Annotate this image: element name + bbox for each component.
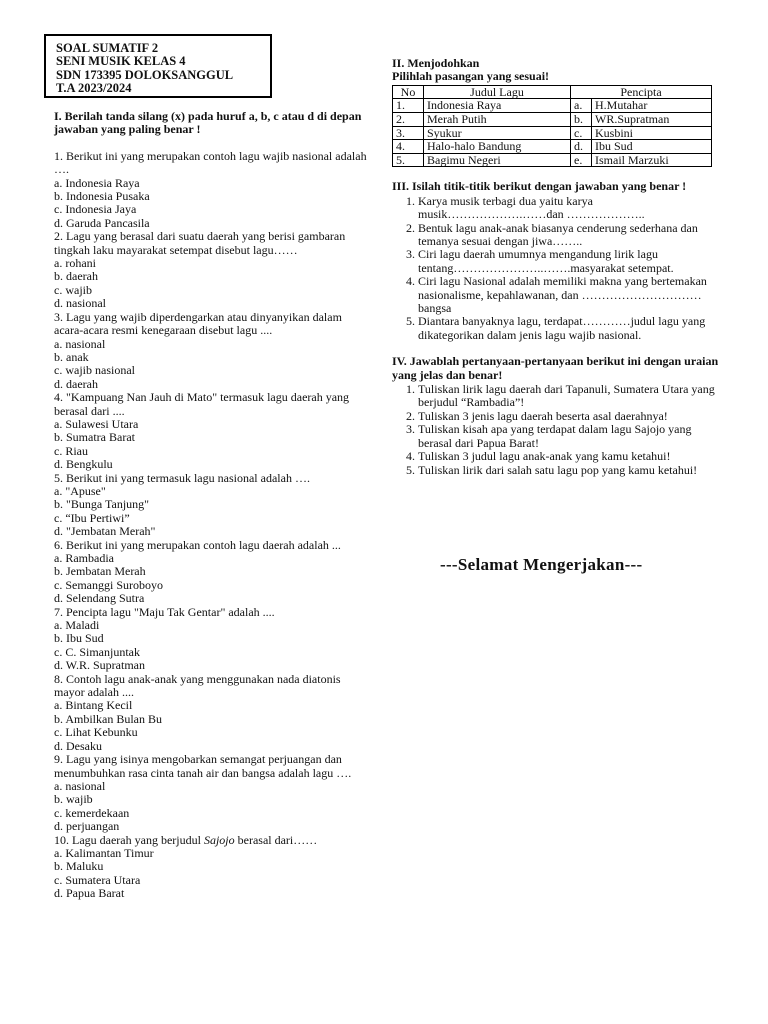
section-3-title: III. Isilah titik-titik berikut dengan jawaban yang benar !	[392, 179, 687, 194]
question-text: 5. Berikut ini yang termasuk lagu nasional adalah ….	[54, 470, 310, 485]
option-b: b. Sumatra Barat	[54, 430, 135, 445]
list-item: 2. Bentuk lagu anak-anak biasanya cenderung sederhana dan temanya sesuai dengan jiwa……..	[418, 222, 722, 249]
option-c: c. kemerdekaan	[54, 805, 130, 820]
option-d: d. Desaku	[54, 738, 102, 753]
question-text: 4. "Kampuang Nan Jauh di Mato" termasuk lagu daerah yang berasal dari ....	[54, 390, 350, 418]
composer-name: Ismail Marzuki	[592, 153, 712, 167]
option-c: c. Riau	[54, 443, 88, 458]
table-row	[393, 140, 712, 154]
section-2-title: II. Menjodohkan	[392, 56, 480, 70]
question-text: 2. Lagu yang berasal dari suatu daerah yang berisi gambaran tingkah laku mayarakat setempat disebut lagu……	[54, 229, 346, 257]
essay-question-list	[392, 383, 722, 477]
question-text	[54, 834, 372, 847]
header-title: SOAL SUMATIF 2	[56, 41, 159, 55]
col-header-no: No	[393, 85, 424, 99]
section-1-title: I. Berilah tanda silang (x) pada huruf a, b, c atau d di depan jawaban yang paling benar !	[54, 109, 362, 137]
option-d: d. "Jembatan Merah"	[54, 524, 156, 539]
question-text: 3. Lagu yang wajib diperdengarkan atau dinyanyikan dalam acara-acara resmi kenegaraan disebut lagu ....	[54, 309, 342, 338]
fill-in-list	[392, 195, 722, 342]
question-text-start: 10. Lagu daerah yang berjudul	[54, 832, 204, 847]
option-d: d. Bengkulu	[54, 457, 113, 472]
song-title: Syukur	[424, 126, 571, 140]
question-text-song-title: Sajojo	[203, 832, 235, 847]
option-c: c. “Ibu Pertiwi”	[54, 510, 130, 525]
option-d: d. daerah	[54, 376, 98, 391]
option-b: b. Indonesia Pusaka	[54, 189, 150, 204]
option-c: c. wajib	[54, 282, 92, 297]
list-item: 4. Ciri lagu Nasional adalah memiliki makna yang bertemakan nasionalisme, kepahlawanan, dan …………………………bangsa	[418, 275, 722, 315]
header-academic-year: T.A 2023/2024	[56, 80, 132, 95]
list-item: 3. Ciri lagu daerah umumnya mengandung lirik lagu tentang…………………..…….masyarakat setempat.	[418, 248, 722, 275]
list-item: 1. Karya musik terbagi dua yaitu karya musik……………….……dan ………………..	[418, 195, 722, 222]
question-text: 1. Berikut ini yang merupakan contoh lagu wajib nasional adalah ….	[54, 148, 367, 177]
closing-message: ---Selamat Mengerjakan---	[440, 555, 643, 574]
question-10	[54, 834, 372, 901]
question-2	[54, 230, 372, 310]
option-c: c. C. Simanjuntak	[54, 644, 140, 659]
col-header-pencipta: Pencipta	[571, 85, 712, 99]
list-item: 2. Tuliskan 3 jenis lagu daerah beserta asal daerahnya!	[418, 410, 722, 423]
option-a: a. "Apuse"	[54, 483, 106, 498]
song-title: Indonesia Raya	[424, 99, 571, 113]
question-text: 8. Contoh lagu anak-anak yang menggunakan nada diatonis mayor adalah ....	[54, 671, 341, 700]
option-c: c. Semanggi Suroboyo	[54, 577, 163, 592]
composer-name: H.Mutahar	[592, 99, 712, 113]
question-7	[54, 606, 372, 673]
composer-letter: c.	[571, 126, 592, 140]
option-a: a. Indonesia Raya	[54, 175, 140, 190]
exam-header-box	[44, 34, 272, 98]
option-d: d. perjuangan	[54, 819, 120, 834]
composer-letter: a.	[571, 99, 592, 113]
question-text: 9. Lagu yang isinya mengobarkan semangat perjuangan dan menumbuhkan rasa cinta tanah air dan bangsa adalah lagu ….	[54, 752, 352, 780]
option-a: a. nasional	[54, 336, 106, 351]
table-row	[393, 153, 712, 167]
composer-letter: d.	[571, 140, 592, 154]
option-a: a. Rambadia	[54, 551, 114, 565]
option-a: a. Bintang Kecil	[54, 698, 133, 713]
list-item: 5. Tuliskan lirik dari salah satu lagu pop yang kamu ketahui!	[418, 464, 722, 477]
option-c: c. Indonesia Jaya	[54, 202, 137, 217]
song-title: Merah Putih	[424, 113, 571, 127]
section-multiple-choice	[54, 110, 372, 901]
option-a: a. Maladi	[54, 618, 100, 633]
composer-letter: e.	[571, 153, 592, 167]
option-a: a. Kalimantan Timur	[54, 845, 154, 860]
option-c: c. Lihat Kebunku	[54, 725, 138, 740]
option-b: b. wajib	[54, 792, 93, 807]
col-header-judul: Judul Lagu	[424, 85, 571, 99]
song-title: Bagimu Negeri	[424, 153, 571, 167]
table-row	[393, 99, 712, 113]
option-b: b. Maluku	[54, 859, 104, 874]
option-a: a. Sulawesi Utara	[54, 416, 139, 431]
question-3	[54, 311, 372, 391]
option-d: d. Garuda Pancasila	[54, 215, 150, 230]
option-d: d. Papua Barat	[54, 886, 125, 901]
option-b: b. "Bunga Tanjung"	[54, 497, 150, 512]
list-item: 3. Tuliskan kisah apa yang terdapat dalam lagu Sajojo yang berasal dari Papua Barat!	[418, 423, 722, 450]
question-9	[54, 753, 372, 833]
question-6	[54, 539, 372, 606]
table-row	[393, 126, 712, 140]
question-8	[54, 673, 372, 753]
option-c: c. Sumatera Utara	[54, 872, 141, 887]
right-column	[392, 57, 722, 477]
list-item: 1. Tuliskan lirik lagu daerah dari Tapanuli, Sumatera Utara yang berjudul “Rambadia”!	[418, 383, 722, 410]
header-subject: SENI MUSIK KELAS 4	[56, 54, 186, 69]
option-b: b. Ibu Sud	[54, 631, 104, 646]
question-text: 6. Berikut ini yang merupakan contoh lagu daerah adalah ...	[54, 537, 341, 552]
option-d: d. Selendang Sutra	[54, 591, 145, 606]
option-b: b. Ambilkan Bulan Bu	[54, 711, 162, 726]
option-a: a. nasional	[54, 778, 106, 793]
question-5	[54, 472, 372, 539]
question-4	[54, 391, 372, 471]
question-text-end: berasal dari……	[234, 832, 318, 847]
song-title: Halo-halo Bandung	[424, 140, 571, 154]
composer-name: Kusbini	[592, 126, 712, 140]
question-text: 7. Pencipta lagu "Maju Tak Gentar" adalah ....	[54, 604, 275, 619]
row-number: 2.	[393, 113, 424, 127]
composer-letter: b.	[571, 113, 592, 127]
matching-table-header	[393, 85, 712, 99]
header-school: SDN 173395 DOLOKSANGGUL	[56, 67, 234, 82]
option-b: b. anak	[54, 349, 89, 364]
composer-name: WR.Supratman	[592, 113, 712, 127]
list-item: 4. Tuliskan 3 judul lagu anak-anak yang kamu ketahui!	[418, 450, 722, 463]
option-d: d. nasional	[54, 296, 106, 311]
option-b: b. daerah	[54, 269, 98, 284]
row-number: 4.	[393, 140, 424, 154]
option-b: b. Jembatan Merah	[54, 564, 146, 579]
section-2-instruction: Pilihlah pasangan yang sesuai!	[392, 69, 550, 84]
question-1	[54, 150, 372, 230]
row-number: 3.	[393, 126, 424, 140]
matching-table	[392, 85, 712, 168]
option-d: d. W.R. Supratman	[54, 658, 146, 673]
option-c: c. wajib nasional	[54, 363, 135, 378]
row-number: 5.	[393, 153, 424, 167]
list-item: 5. Diantara banyaknya lagu, terdapat…………judul lagu yang dikategorikan dalam jenis lagu wajib nasional.	[418, 315, 722, 342]
table-row	[393, 113, 712, 127]
row-number: 1.	[393, 99, 424, 113]
option-a: a. rohani	[54, 256, 96, 271]
composer-name: Ibu Sud	[592, 140, 712, 154]
section-4-title: IV. Jawablah pertanyaan-pertanyaan berikut ini dengan uraian yang jelas dan benar!	[392, 354, 719, 382]
